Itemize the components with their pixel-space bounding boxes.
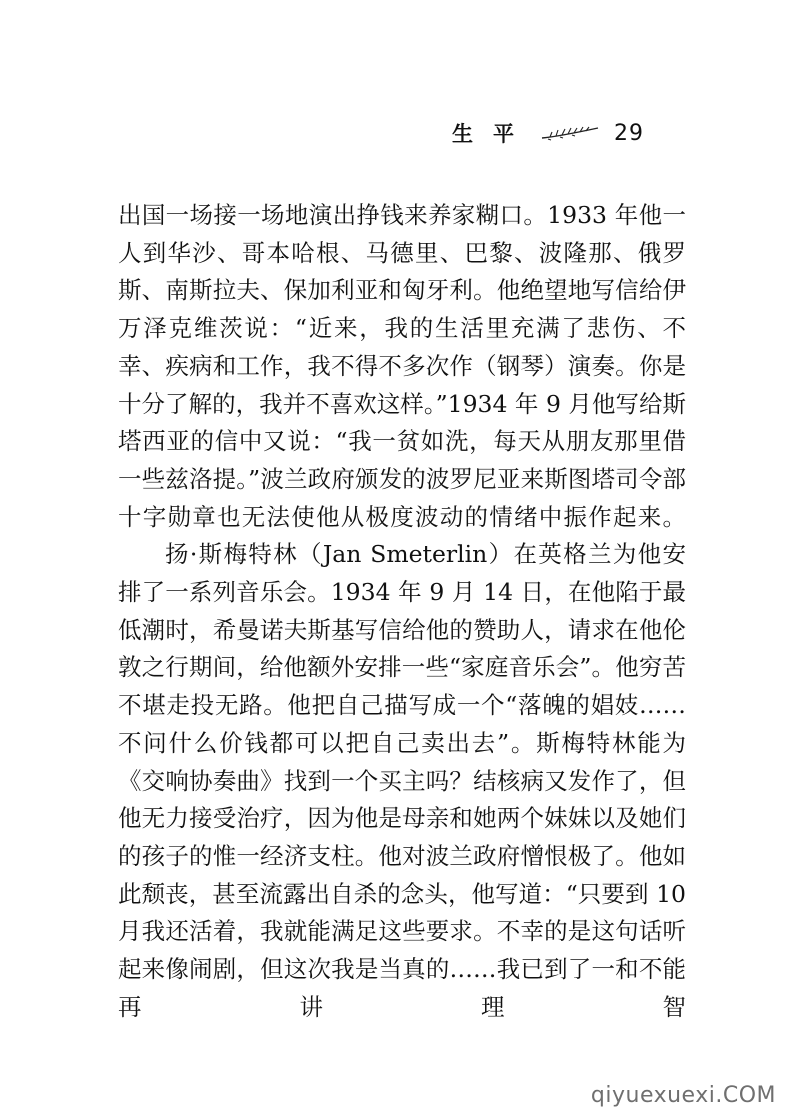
body-text [118, 197, 686, 1026]
chapter-title: 生平 [452, 122, 534, 146]
page-number: 29 [614, 120, 644, 146]
paragraph-2: 扬·斯梅特林（Jan Smeterlin）在英格兰为他安排了一系列音乐会。1934 年 9 月 14 日，在他陷于最低潮时，希曼诺夫斯基写信给他的赞助人，请求在他伦敦之行期间，给他额外安排一些“家庭音乐会”。他穷苦不堪走投无路。他把自己描写成一个“落魄的娼妓……不问什么价钱都可以把自己卖出去”。斯梅特林能为《交响协奏曲》找到一个买主吗？结核病又发作了，但他无力接受治疗，因为他是母亲和她两个妹妹以及她们的孩子的惟一经济支柱。他对波兰政府憎恨极了。他如此颓丧，甚至流露出自杀的念头，他写道：“只要到 10 月我还活着，我就能满足这些要求。不幸的是这句话听起来像闹剧，但这次我是当真的……我已到了一和不能再讲理智 [118, 540, 686, 1021]
site-watermark: qiyuexuexi.COM [590, 1083, 776, 1108]
decorative-ornament-icon [540, 125, 600, 141]
running-header [452, 118, 644, 148]
paragraph-1: 出国一场接一场地演出挣钱来养家糊口。1933 年他一人到华沙、哥本哈根、马德里、巴黎、波隆那、俄罗斯、南斯拉夫、保加利亚和匈牙利。他绝望地写信给伊万泽克维茨说：“近来，我的生活里充满了悲伤、不幸、疾病和工作，我不得不多次作（钢琴）演奏。你是十分了解的，我并不喜欢这样。”1934 年 9 月他写给斯塔西亚的信中又说：“我一贫如洗，每天从朋友那里借一些兹洛提。”波兰政府颁发的波罗尼亚来斯图塔司令部十字勋章也无法使他从极度波动的情绪中振作起来。 [118, 201, 686, 531]
